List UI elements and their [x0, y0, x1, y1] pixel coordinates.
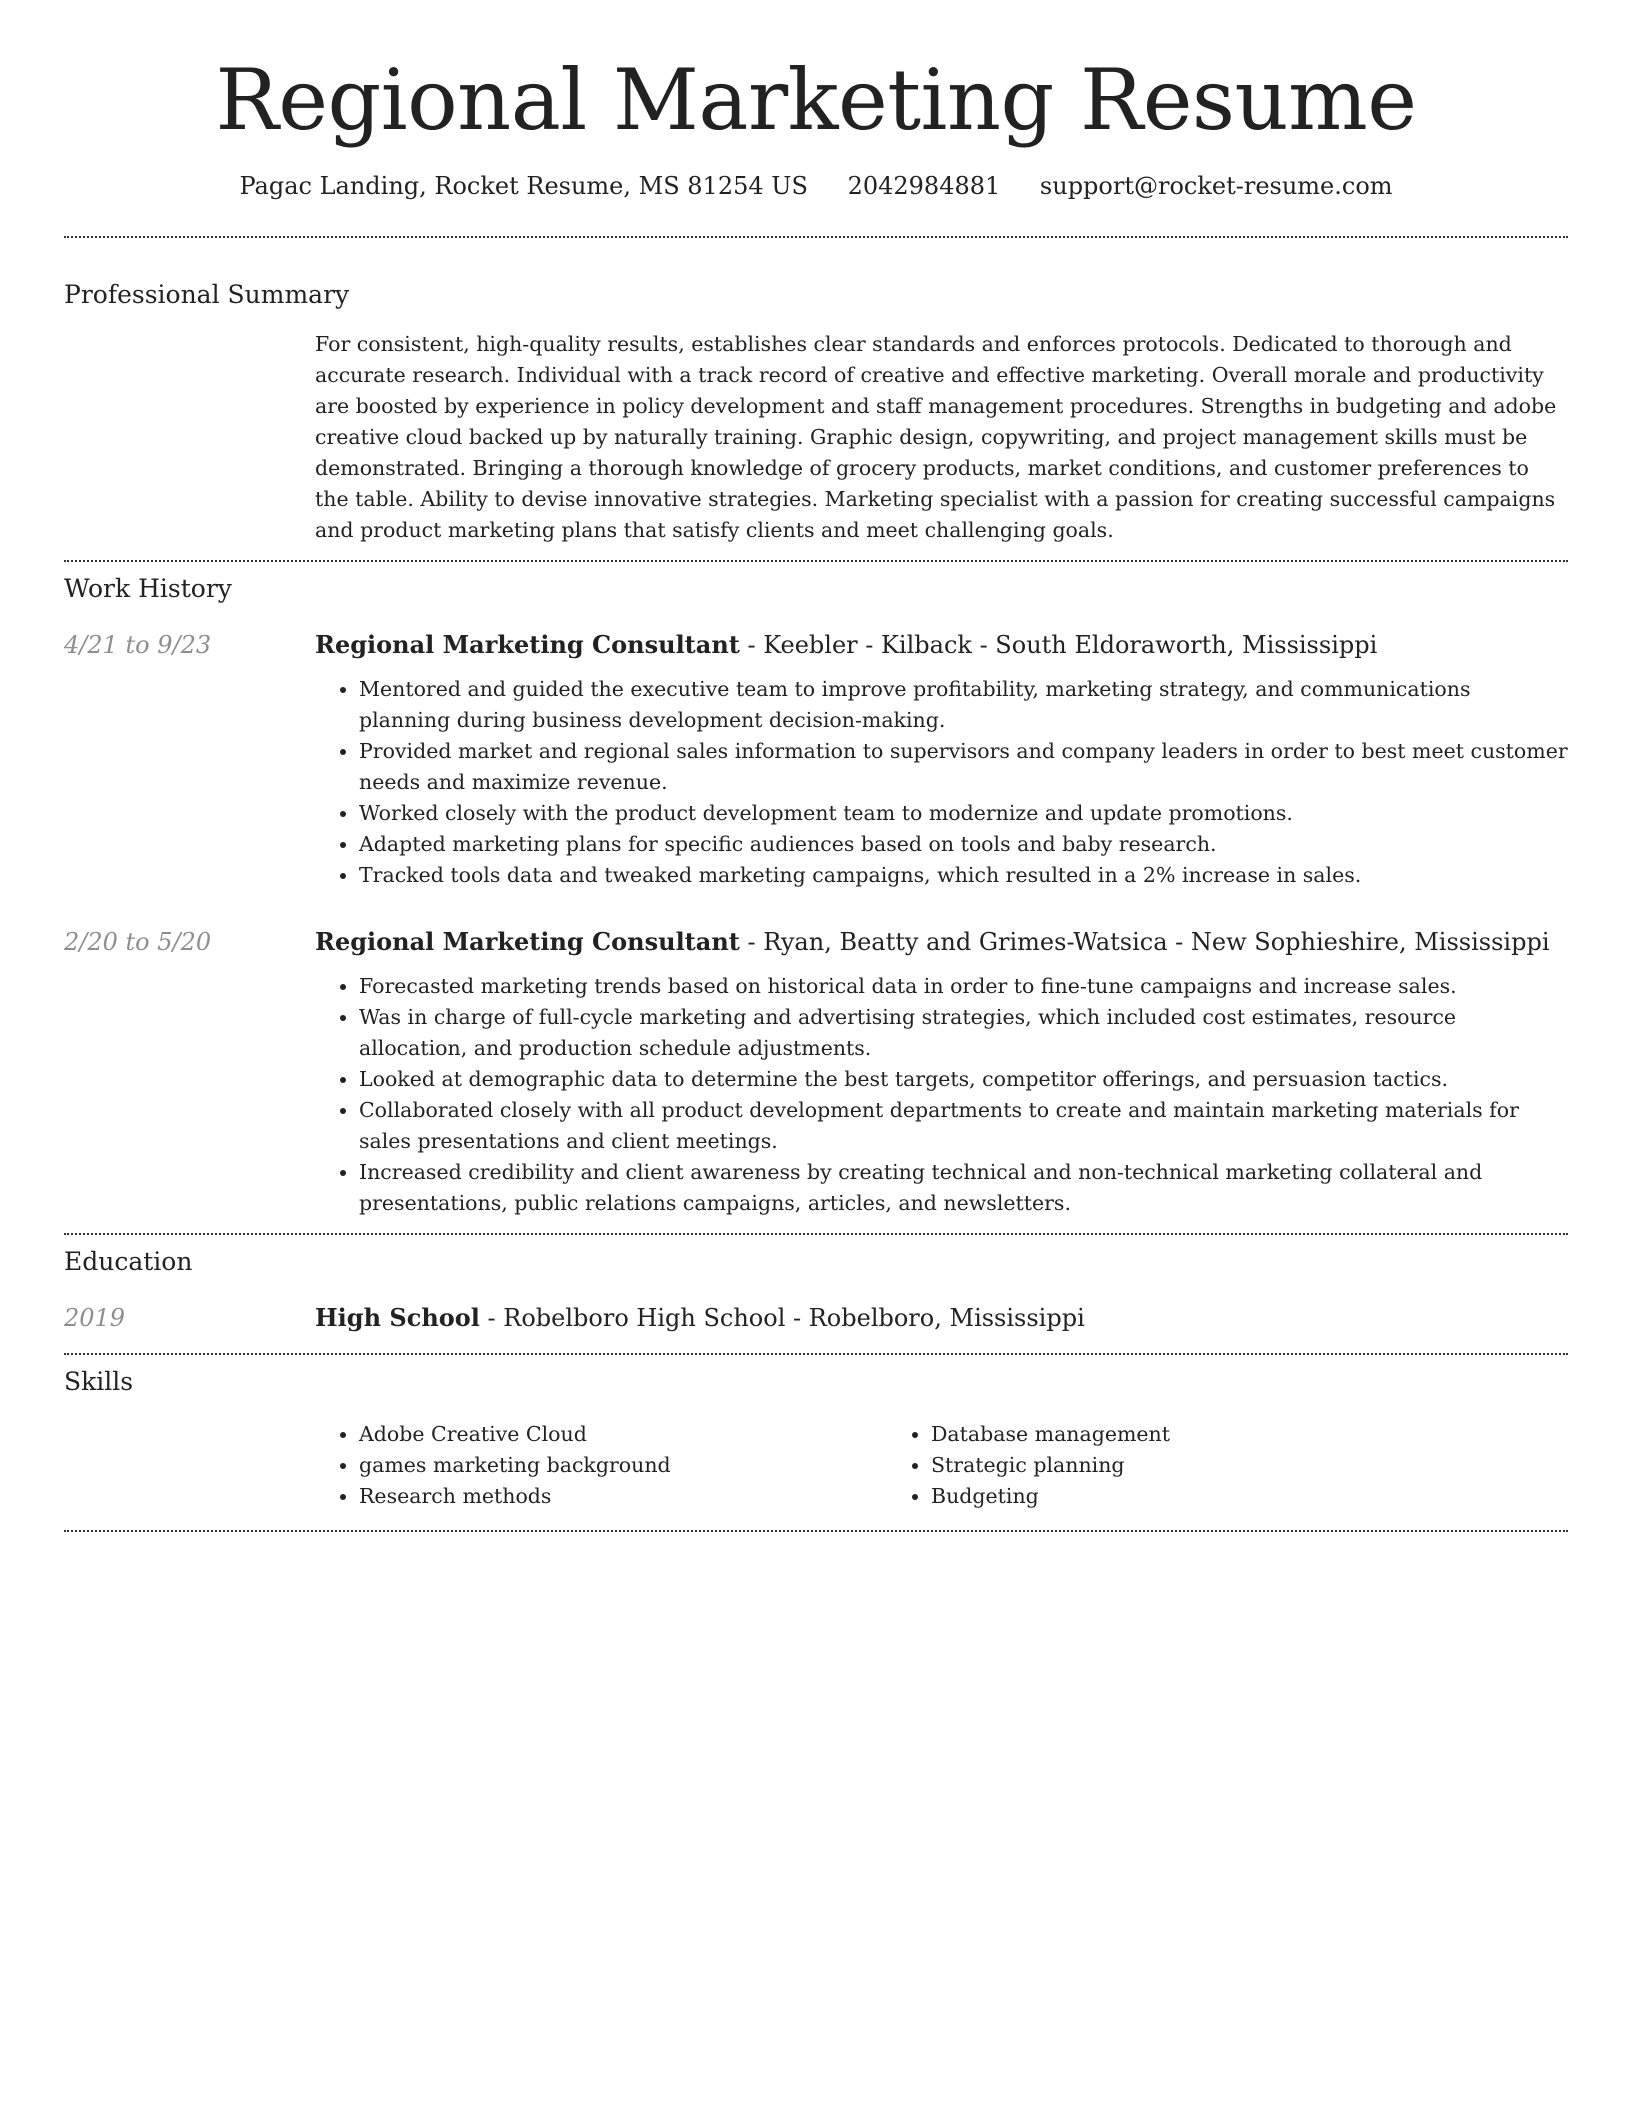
job-role: Regional Marketing Consultant	[315, 630, 740, 659]
work-section	[64, 572, 1568, 1219]
job-dates: 4/21 to 9/23	[64, 631, 212, 659]
job-bullets	[315, 674, 1568, 891]
job-details	[315, 628, 1568, 891]
skill-item: • Strategic planning	[931, 1450, 1459, 1481]
list-item: • Collaborated closely with all product development departments to create and maintain marketing materials for sales presentations and client meetings.	[359, 1095, 1568, 1157]
divider	[64, 1353, 1568, 1355]
education-title-line	[315, 1301, 1568, 1335]
skills-columns	[315, 1419, 1568, 1512]
education-degree: High School	[315, 1303, 480, 1332]
skills-section	[64, 1365, 1568, 1512]
section-heading-work: Work History	[64, 574, 232, 603]
education-section	[64, 1245, 1568, 1335]
contact-phone: 2042984881	[847, 172, 1001, 200]
list-item: • Looked at demographic data to determine the best targets, competitor offerings, and persuasion tactics.	[359, 1064, 1568, 1095]
divider	[64, 236, 1568, 238]
education-entry	[64, 1301, 1568, 1335]
list-item: • Tracked tools data and tweaked marketing campaigns, which resulted in a 2% increase in sales.	[359, 860, 1568, 891]
job-entry	[64, 925, 1568, 1219]
skill-item: • games marketing background	[359, 1450, 887, 1481]
job-dates: 2/20 to 5/20	[64, 928, 212, 956]
job-title-line	[315, 628, 1568, 662]
list-item: • Worked closely with the product development team to modernize and update promotions.	[359, 798, 1568, 829]
list-item: • Was in charge of full-cycle marketing and advertising strategies, which included cost estimates, resource allocation, and production schedule adjustments.	[359, 1002, 1568, 1064]
resume-title: Regional Marketing Resume	[215, 51, 1417, 149]
job-title-line	[315, 925, 1568, 959]
job-role: Regional Marketing Consultant	[315, 927, 740, 956]
divider	[64, 1530, 1568, 1532]
skill-item: • Research methods	[359, 1481, 887, 1512]
skills-list-left	[315, 1419, 887, 1512]
skill-item: • Adobe Creative Cloud	[359, 1419, 887, 1450]
education-school: - Robelboro High School - Robelboro, Mississippi	[479, 1304, 1085, 1332]
divider	[64, 560, 1568, 562]
skill-item: • Budgeting	[931, 1481, 1459, 1512]
section-heading-education: Education	[64, 1247, 193, 1276]
education-year: 2019	[64, 1304, 126, 1332]
skill-item: • Database management	[931, 1419, 1459, 1450]
contact-address: Pagac Landing, Rocket Resume, MS 81254 US	[239, 172, 808, 200]
list-item: • Increased credibility and client awareness by creating technical and non-technical marketing collateral and presentations, public relations campaigns, articles, and newsletters.	[359, 1157, 1568, 1219]
summary-section	[64, 278, 1568, 546]
job-entry	[64, 628, 1568, 891]
contact-line	[64, 170, 1568, 202]
job-details	[315, 925, 1568, 1219]
list-item: • Forecasted marketing trends based on historical data in order to fine-tune campaigns and increase sales.	[359, 971, 1568, 1002]
job-employer: - Keebler - Kilback - South Eldoraworth, Mississippi	[739, 631, 1378, 659]
divider	[64, 1233, 1568, 1235]
skills-list-right	[887, 1419, 1459, 1512]
contact-email: support@rocket-resume.com	[1039, 172, 1393, 200]
job-employer: - Ryan, Beatty and Grimes-Watsica - New Sophieshire, Mississippi	[739, 928, 1550, 956]
list-item: • Adapted marketing plans for specific audiences based on tools and baby research.	[359, 829, 1568, 860]
job-bullets	[315, 971, 1568, 1219]
list-item: • Mentored and guided the executive team to improve profitability, marketing strategy, and communications planning during business development decision-making.	[359, 674, 1568, 736]
section-heading-skills: Skills	[64, 1367, 134, 1396]
list-item: • Provided market and regional sales information to supervisors and company leaders in order to best meet customer needs and maximize revenue.	[359, 736, 1568, 798]
summary-body	[315, 329, 1568, 546]
section-heading-summary: Professional Summary	[64, 280, 350, 309]
summary-text: For consistent, high-quality results, establishes clear standards and enforces protocols. Dedicated to thorough and accurate research. Individual with a track record of creative and effective marketing. Overall morale and productivity are boosted by experience in policy development and staff management procedures. Strengths in budgeting and adobe creative cloud backed up by naturally training. Graphic design, copywriting, and project management skills must be demonstrated. Bringing a thorough knowledge of grocery products, market conditions, and customer preferences to the table. Ability to devise innovative strategies. Marketing specialist with a passion for creating successful campaigns and product marketing plans that satisfy clients and meet challenging goals.	[315, 332, 1557, 542]
